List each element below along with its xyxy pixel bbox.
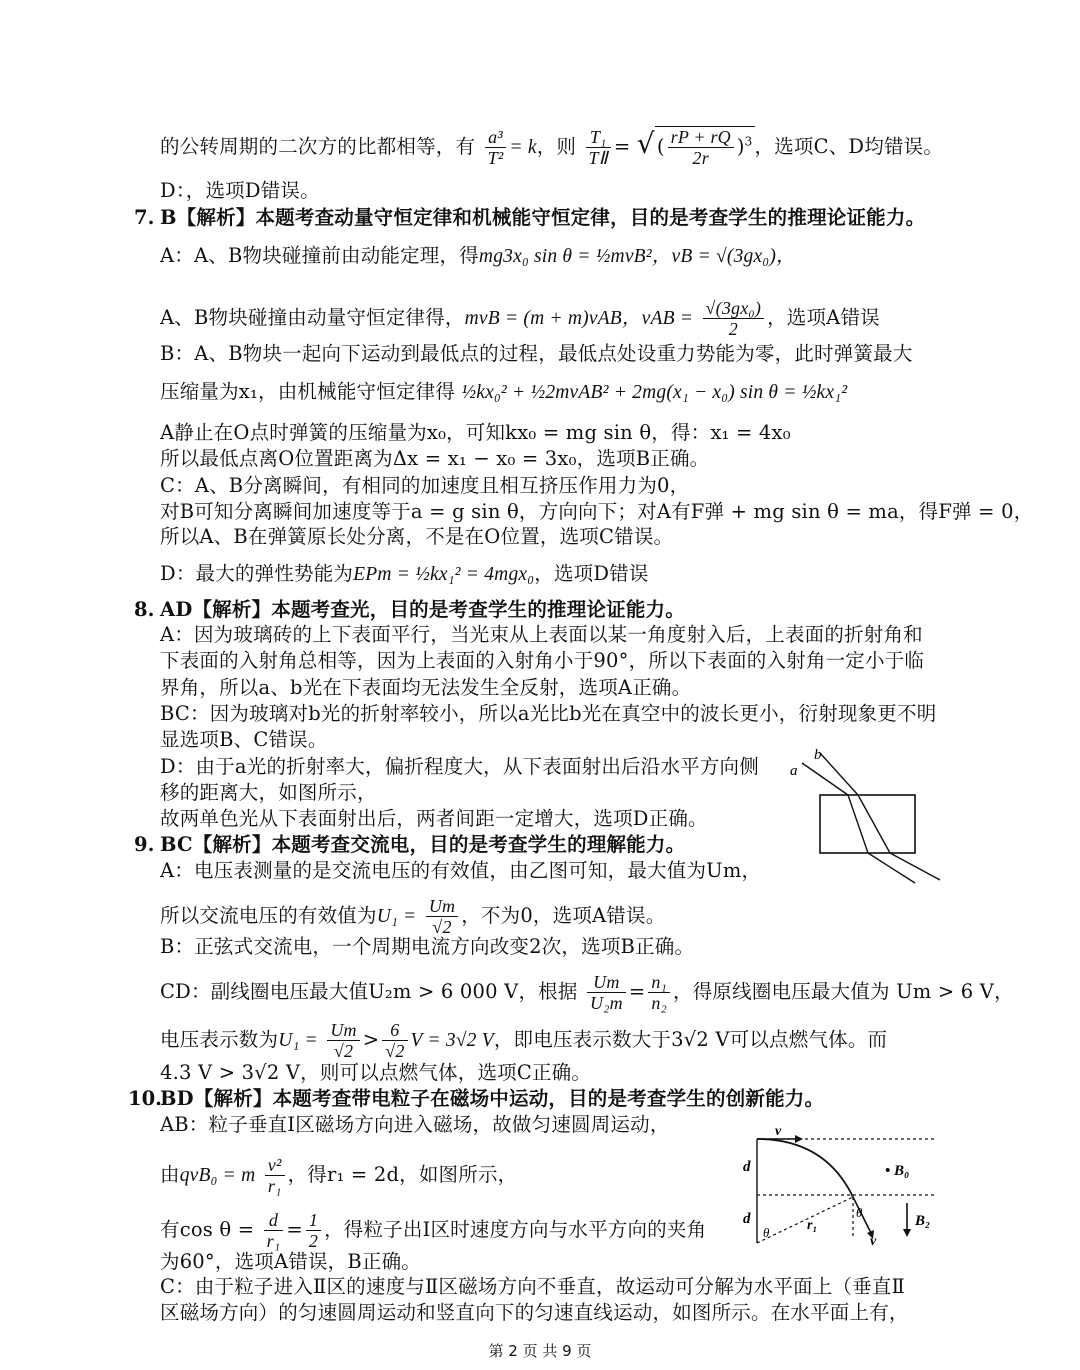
- label-d: d: [743, 1211, 751, 1227]
- question-number: 7.: [134, 206, 155, 229]
- denominator: √2: [385, 1041, 405, 1061]
- numerator: rP + rQ: [668, 127, 734, 148]
- numerator: T₁: [586, 127, 611, 148]
- formula: U₁ =: [278, 1030, 318, 1051]
- denominator: U₂m: [589, 993, 623, 1013]
- text: CD：副线圈电压最大值U₂m > 6 000 V，根据: [160, 980, 578, 1003]
- label-theta: θ: [856, 1205, 863, 1220]
- text: A：A、B物块碰撞前由动能定理，得: [160, 244, 479, 267]
- denominator: √2: [432, 917, 452, 937]
- text-line: A静止在O点时弹簧的压缩量为x₀，可知kx₀ = mg sin θ，得：x₁ = 4x₀: [160, 421, 791, 444]
- text-line: C：A、B分离瞬间，有相同的加速度且相互挤压作用力为0，: [160, 474, 690, 497]
- text: ，则: [536, 135, 577, 158]
- fraction: [648, 972, 670, 1013]
- formula: qvB₀ = m: [179, 1165, 256, 1186]
- fraction: [668, 127, 734, 168]
- text: 的公转周期的二次方的比都相等，有: [160, 135, 476, 158]
- text-line: 所以最低点离O位置距离为Δx = x₁ − x₀ = 3x₀，选项B正确。: [160, 447, 710, 470]
- label-b: b: [814, 747, 822, 763]
- text: D：最大的弹性势能为: [160, 562, 354, 585]
- text-line: [160, 1155, 517, 1196]
- arrowhead: [795, 1135, 803, 1143]
- fraction: [306, 1210, 321, 1251]
- numerator: Um: [587, 972, 626, 993]
- text-line: [160, 1020, 887, 1061]
- text-line: B：A、B物块一起向下运动到最低点的过程，最低点处设重力势能为零，此时弹簧最大: [160, 342, 913, 365]
- text: ，选项C、D均错误。: [754, 135, 944, 158]
- denominator: r₁: [267, 1176, 282, 1196]
- ray-b-refracted: [858, 795, 890, 853]
- formula: = k: [509, 137, 537, 158]
- label-d: d: [743, 1159, 751, 1175]
- denominator: TⅡ: [588, 148, 608, 168]
- label-r1: r₁: [807, 1218, 818, 1233]
- text-line: [160, 243, 796, 270]
- fraction: [382, 1020, 407, 1061]
- label-v: v: [775, 1125, 782, 1139]
- ray-a-refracted: [848, 795, 868, 853]
- label-b0: • B₀: [885, 1163, 910, 1179]
- text: ，得粒子出Ⅰ区时速度方向与水平方向的夹角: [324, 1218, 707, 1241]
- text-line: [160, 379, 847, 406]
- formula: U₁ =: [376, 906, 417, 927]
- formula: =: [286, 1218, 303, 1241]
- question-heading: AD【解析】本题考查光，目的是考查学生的推理论证能力。: [160, 598, 685, 621]
- text: ，得r₁ = 2d，如图所示，: [287, 1163, 518, 1186]
- question-heading: BC【解析】本题考查交流电，目的是考查学生的理解能力。: [160, 833, 686, 856]
- denominator: 2r: [692, 148, 709, 168]
- text-line: 界角，所以a、b光在下表面均无法发生全反射，选项A正确。: [160, 676, 692, 699]
- text-line: 区磁场方向）的匀速圆周运动和竖直向下的匀速直线运动，如图所示。在水平面上有，: [160, 1301, 909, 1324]
- text-line: [160, 896, 665, 937]
- glass-brick: [820, 795, 915, 853]
- formula: mg3x₀ sin θ = ½mvB²，vB = √(3gx₀)，: [478, 246, 796, 267]
- text-line: 4.3 V > 3√2 V，则可以点燃气体，选项C正确。: [160, 1061, 592, 1084]
- text: 由: [160, 1163, 180, 1186]
- numerator: Um: [327, 1020, 359, 1041]
- denominator: r₁: [266, 1231, 281, 1251]
- numerator: 6: [382, 1020, 407, 1041]
- denominator: 2: [308, 1231, 319, 1251]
- label-theta: θ: [763, 1225, 770, 1240]
- text: ，得原线圈电压最大值为 Um > 6 V，: [673, 980, 1014, 1003]
- fraction: [586, 127, 611, 168]
- text: ，不为0，选项A错误。: [461, 904, 666, 927]
- text-line: 对B可知分离瞬间加速度等于a = g sin θ，方向向下；对A有F弹 + mg sin θ = ma，得F弹 = 0，: [160, 500, 1034, 523]
- ray-a-incident: [802, 763, 848, 795]
- numerator: Um: [426, 896, 458, 917]
- text-line: [160, 1210, 706, 1251]
- numerator: d: [264, 1210, 284, 1231]
- formula: V = 3√2 V: [410, 1030, 494, 1051]
- formula: >: [362, 1028, 380, 1051]
- text-line: 为60°，选项A错误，B正确。: [160, 1250, 421, 1273]
- numerator: 1: [306, 1210, 321, 1231]
- fraction: [265, 1155, 285, 1196]
- glass-refraction-figure: [780, 745, 950, 885]
- label-a: a: [790, 763, 798, 779]
- text: 有cos θ =: [160, 1218, 255, 1241]
- text: 压缩量为x₁，由机械能守恒定律得: [160, 380, 456, 403]
- text-line: [160, 561, 649, 588]
- fraction: [485, 127, 507, 168]
- text-line: B：正弦式交流电，一个周期电流方向改变2次，选项B正确。: [160, 935, 695, 958]
- text-line: C：由于粒子进入Ⅱ区的速度与Ⅱ区磁场方向不垂直，故运动可分解为水平面上（垂直Ⅱ: [160, 1275, 905, 1298]
- text-line: AB：粒子垂直Ⅰ区磁场方向进入磁场，故做匀速圆周运动，: [160, 1113, 670, 1136]
- text-line: BC：因为玻璃对b光的折射率较小，所以a光比b光在真空中的波长更小，衍射现象更不明: [160, 702, 937, 725]
- question-number: 9.: [134, 833, 155, 856]
- numerator: √(3gx₀): [703, 298, 765, 319]
- text-line: [160, 298, 880, 339]
- text: A、B物块碰撞由动量守恒定律得，: [160, 306, 465, 329]
- text-line: 移的距离大，如图所示，: [160, 781, 377, 804]
- question-number: 10.: [128, 1087, 162, 1110]
- denominator: √2: [333, 1041, 354, 1061]
- question-heading: B【解析】本题考查动量守恒定律和机械能守恒定律，目的是考查学生的推理论证能力。: [160, 206, 926, 229]
- denominator: 2: [728, 319, 738, 339]
- text: ，即电压表示数大于3√2 V可以点燃气体。而: [493, 1028, 888, 1051]
- arrowhead: [903, 1229, 911, 1237]
- formula: EPm = ½kx₁² = 4mgx₀: [353, 564, 535, 585]
- magnetic-field-figure: [735, 1125, 945, 1250]
- numerator: n₁: [648, 972, 670, 993]
- fraction: [327, 1020, 359, 1061]
- numerator: v²: [265, 1155, 285, 1176]
- page-footer: 第 2 页 共 9 页: [488, 1342, 592, 1360]
- formula: mvB = (m + m)vAB，vAB =: [464, 308, 694, 329]
- question-heading: BD【解析】本题考查带电粒子在磁场中运动，目的是考查学生的创新能力。: [160, 1087, 825, 1110]
- text-line: 显选项B、C错误。: [160, 728, 328, 751]
- question-number: 8.: [134, 598, 155, 621]
- ray-a-exit: [868, 853, 915, 883]
- ray-b-exit: [890, 853, 940, 880]
- text-line: 的公转周期的二次方的比都相等，有 $\frac{\text{a³}}{\text{T²}}$ = k，则 $\frac{\text{T₁}}{\text{TⅡ}}$ = √ ( $\frac{rP + rQ}{2r}$ )$^3$ ，选项C、D均错误。: [160, 127, 944, 168]
- text-line: A：电压表测量的是交流电压的有效值，由乙图可知，最大值为Um，: [160, 859, 762, 882]
- label-b2: B₂: [915, 1213, 931, 1229]
- text-line: D：，选项D错误。: [160, 179, 320, 202]
- text-line: D：由于a光的折射率大，偏折程度大，从下表面射出后沿水平方向侧: [160, 755, 759, 778]
- text: 电压表示数为: [160, 1028, 279, 1051]
- fraction: [264, 1210, 284, 1251]
- text-line: [160, 972, 1014, 1013]
- numerator: a³: [485, 127, 507, 148]
- fraction: [426, 896, 458, 937]
- text-line: 故两单色光从下表面射出后，两者间距一定增大，选项D正确。: [160, 807, 708, 830]
- fraction: [587, 972, 626, 1013]
- denominator: n₂: [651, 993, 668, 1013]
- text: 所以交流电压的有效值为: [160, 904, 377, 927]
- trajectory-arc: [757, 1139, 853, 1197]
- formula: ½kx₀² + ½2mvAB² + 2mg(x₁ − x₀) sin θ = ½kx₁²: [461, 382, 848, 403]
- denominator: T²: [487, 148, 504, 168]
- fraction: [703, 298, 765, 339]
- text: ，选项A错误: [767, 306, 880, 329]
- text-line: 下表面的入射角总相等，因为上表面的入射角小于90°，所以下表面的入射角一定小于临: [160, 649, 925, 672]
- radius-line: [757, 1197, 853, 1243]
- formula: =: [628, 980, 646, 1003]
- formula: =: [613, 135, 631, 158]
- text-line: A：因为玻璃砖的上下表面平行，当光束从上表面以某一角度射入后，上表面的折射角和: [160, 623, 923, 646]
- label-v: v: [870, 1234, 877, 1249]
- text-line: 所以A、B在弹簧原长处分离，不是在O位置，选项C错误。: [160, 525, 674, 548]
- text: ，选项D错误: [534, 562, 649, 585]
